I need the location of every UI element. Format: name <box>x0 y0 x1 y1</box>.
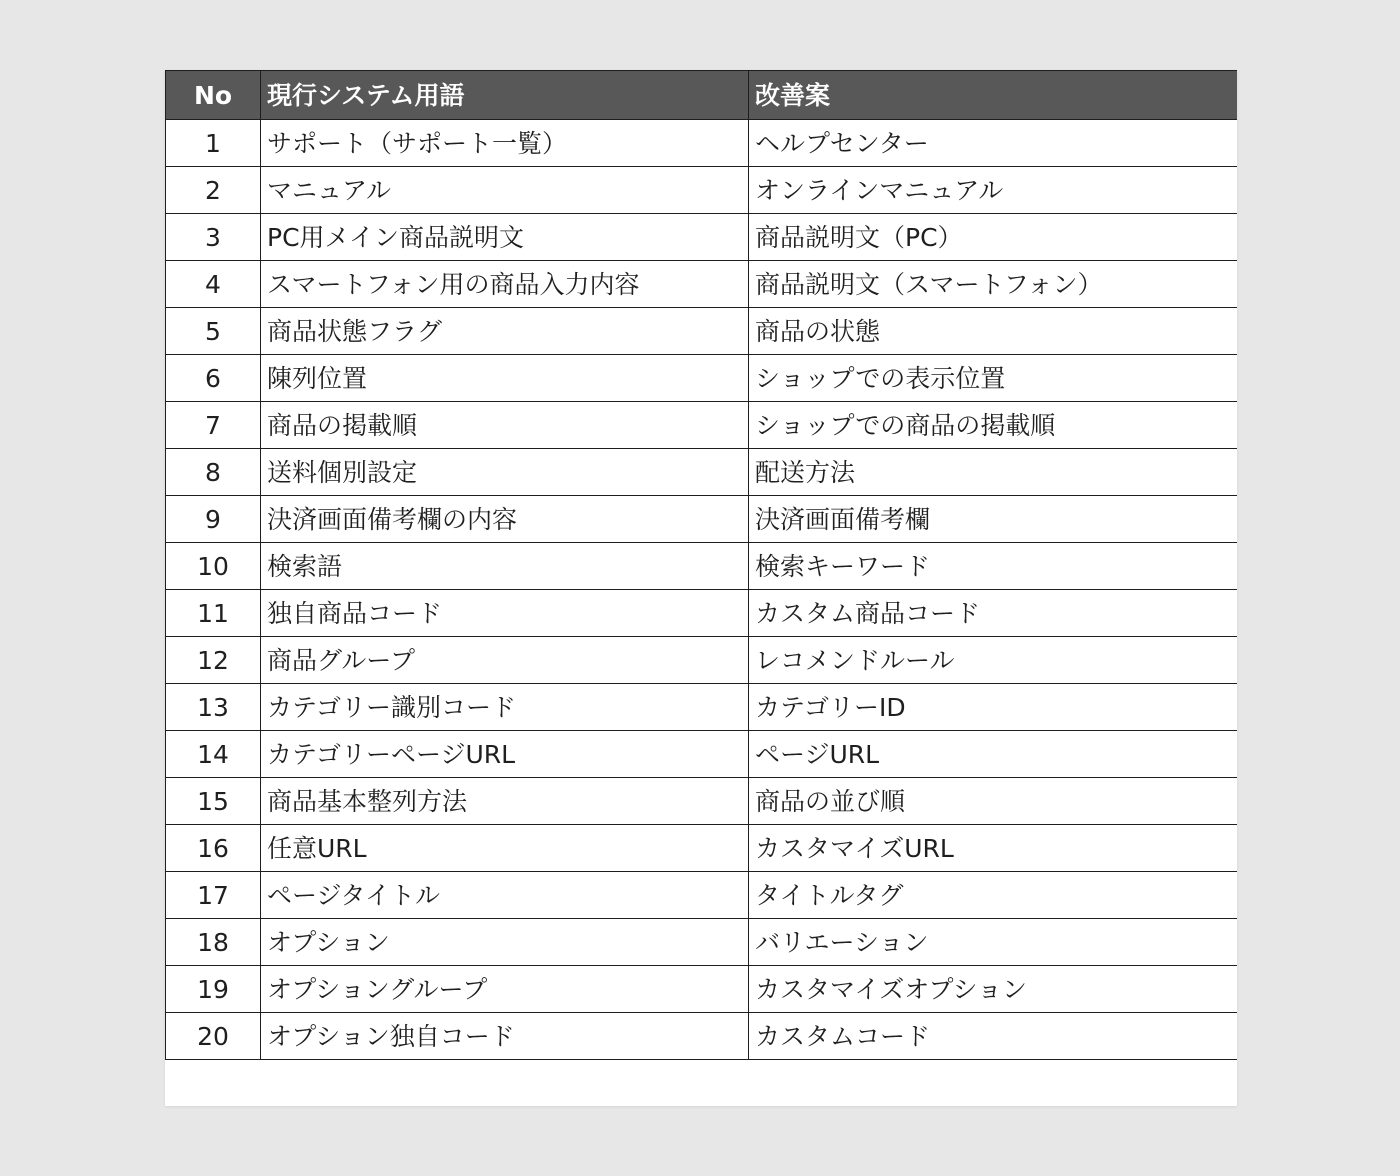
row-number-cell: 3 <box>166 214 261 261</box>
table-row <box>166 261 1238 308</box>
current-term-cell: オプション独自コード <box>261 1013 749 1060</box>
row-number-cell: 12 <box>166 637 261 684</box>
current-term-cell: サポート（サポート一覧） <box>261 120 749 167</box>
row-number-cell: 8 <box>166 449 261 496</box>
row-number-cell: 19 <box>166 966 261 1013</box>
header-no: No <box>166 71 261 120</box>
table-row <box>166 167 1238 214</box>
row-number-cell: 16 <box>166 825 261 872</box>
current-term-cell: 決済画面備考欄の内容 <box>261 496 749 543</box>
proposal-term-cell: バリエーション <box>749 919 1238 966</box>
row-number-cell: 17 <box>166 872 261 919</box>
current-term-cell: オプション <box>261 919 749 966</box>
table-row <box>166 402 1238 449</box>
current-term-cell: 商品グループ <box>261 637 749 684</box>
proposal-term-cell: 商品の並び順 <box>749 778 1238 825</box>
current-term-cell: ページタイトル <box>261 872 749 919</box>
proposal-term-cell: カスタマイズオプション <box>749 966 1238 1013</box>
current-term-cell: カテゴリー識別コード <box>261 684 749 731</box>
table-body <box>166 120 1238 1060</box>
proposal-term-cell: 商品説明文（PC） <box>749 214 1238 261</box>
table-row <box>166 919 1238 966</box>
table-row <box>166 449 1238 496</box>
proposal-term-cell: カスタム商品コード <box>749 590 1238 637</box>
proposal-term-cell: 検索キーワード <box>749 543 1238 590</box>
header-row <box>166 71 1238 120</box>
table-row <box>166 1013 1238 1060</box>
row-number-cell: 4 <box>166 261 261 308</box>
proposal-term-cell: オンラインマニュアル <box>749 167 1238 214</box>
table-header <box>166 71 1238 120</box>
current-term-cell: 検索語 <box>261 543 749 590</box>
proposal-term-cell: ショップでの表示位置 <box>749 355 1238 402</box>
table-row <box>166 355 1238 402</box>
proposal-term-cell: レコメンドルール <box>749 637 1238 684</box>
proposal-term-cell: 商品の状態 <box>749 308 1238 355</box>
current-term-cell: 送料個別設定 <box>261 449 749 496</box>
row-number-cell: 18 <box>166 919 261 966</box>
row-number-cell: 13 <box>166 684 261 731</box>
proposal-term-cell: ショップでの商品の掲載順 <box>749 402 1238 449</box>
table-row <box>166 308 1238 355</box>
terminology-table <box>165 70 1237 1060</box>
table-row <box>166 731 1238 778</box>
table-row <box>166 496 1238 543</box>
table-row <box>166 543 1238 590</box>
proposal-term-cell: 決済画面備考欄 <box>749 496 1238 543</box>
table-row <box>166 966 1238 1013</box>
table-row <box>166 120 1238 167</box>
row-number-cell: 14 <box>166 731 261 778</box>
table-row <box>166 214 1238 261</box>
row-number-cell: 6 <box>166 355 261 402</box>
terms-table-sheet <box>165 70 1237 1106</box>
current-term-cell: スマートフォン用の商品入力内容 <box>261 261 749 308</box>
current-term-cell: 陳列位置 <box>261 355 749 402</box>
row-number-cell: 11 <box>166 590 261 637</box>
current-term-cell: オプショングループ <box>261 966 749 1013</box>
row-number-cell: 20 <box>166 1013 261 1060</box>
row-number-cell: 15 <box>166 778 261 825</box>
proposal-term-cell: ヘルプセンター <box>749 120 1238 167</box>
current-term-cell: カテゴリーページURL <box>261 731 749 778</box>
current-term-cell: PC用メイン商品説明文 <box>261 214 749 261</box>
current-term-cell: 独自商品コード <box>261 590 749 637</box>
current-term-cell: マニュアル <box>261 167 749 214</box>
current-term-cell: 商品状態フラグ <box>261 308 749 355</box>
row-number-cell: 1 <box>166 120 261 167</box>
proposal-term-cell: 商品説明文（スマートフォン） <box>749 261 1238 308</box>
table-row <box>166 684 1238 731</box>
header-proposal: 改善案 <box>749 71 1238 120</box>
row-number-cell: 7 <box>166 402 261 449</box>
proposal-term-cell: 配送方法 <box>749 449 1238 496</box>
current-term-cell: 商品基本整列方法 <box>261 778 749 825</box>
proposal-term-cell: カスタムコード <box>749 1013 1238 1060</box>
table-row <box>166 825 1238 872</box>
row-number-cell: 10 <box>166 543 261 590</box>
header-current-term: 現行システム用語 <box>261 71 749 120</box>
row-number-cell: 2 <box>166 167 261 214</box>
proposal-term-cell: ページURL <box>749 731 1238 778</box>
proposal-term-cell: タイトルタグ <box>749 872 1238 919</box>
proposal-term-cell: カスタマイズURL <box>749 825 1238 872</box>
table-row <box>166 637 1238 684</box>
current-term-cell: 任意URL <box>261 825 749 872</box>
row-number-cell: 9 <box>166 496 261 543</box>
table-row <box>166 778 1238 825</box>
table-row <box>166 872 1238 919</box>
current-term-cell: 商品の掲載順 <box>261 402 749 449</box>
row-number-cell: 5 <box>166 308 261 355</box>
table-row <box>166 590 1238 637</box>
proposal-term-cell: カテゴリーID <box>749 684 1238 731</box>
